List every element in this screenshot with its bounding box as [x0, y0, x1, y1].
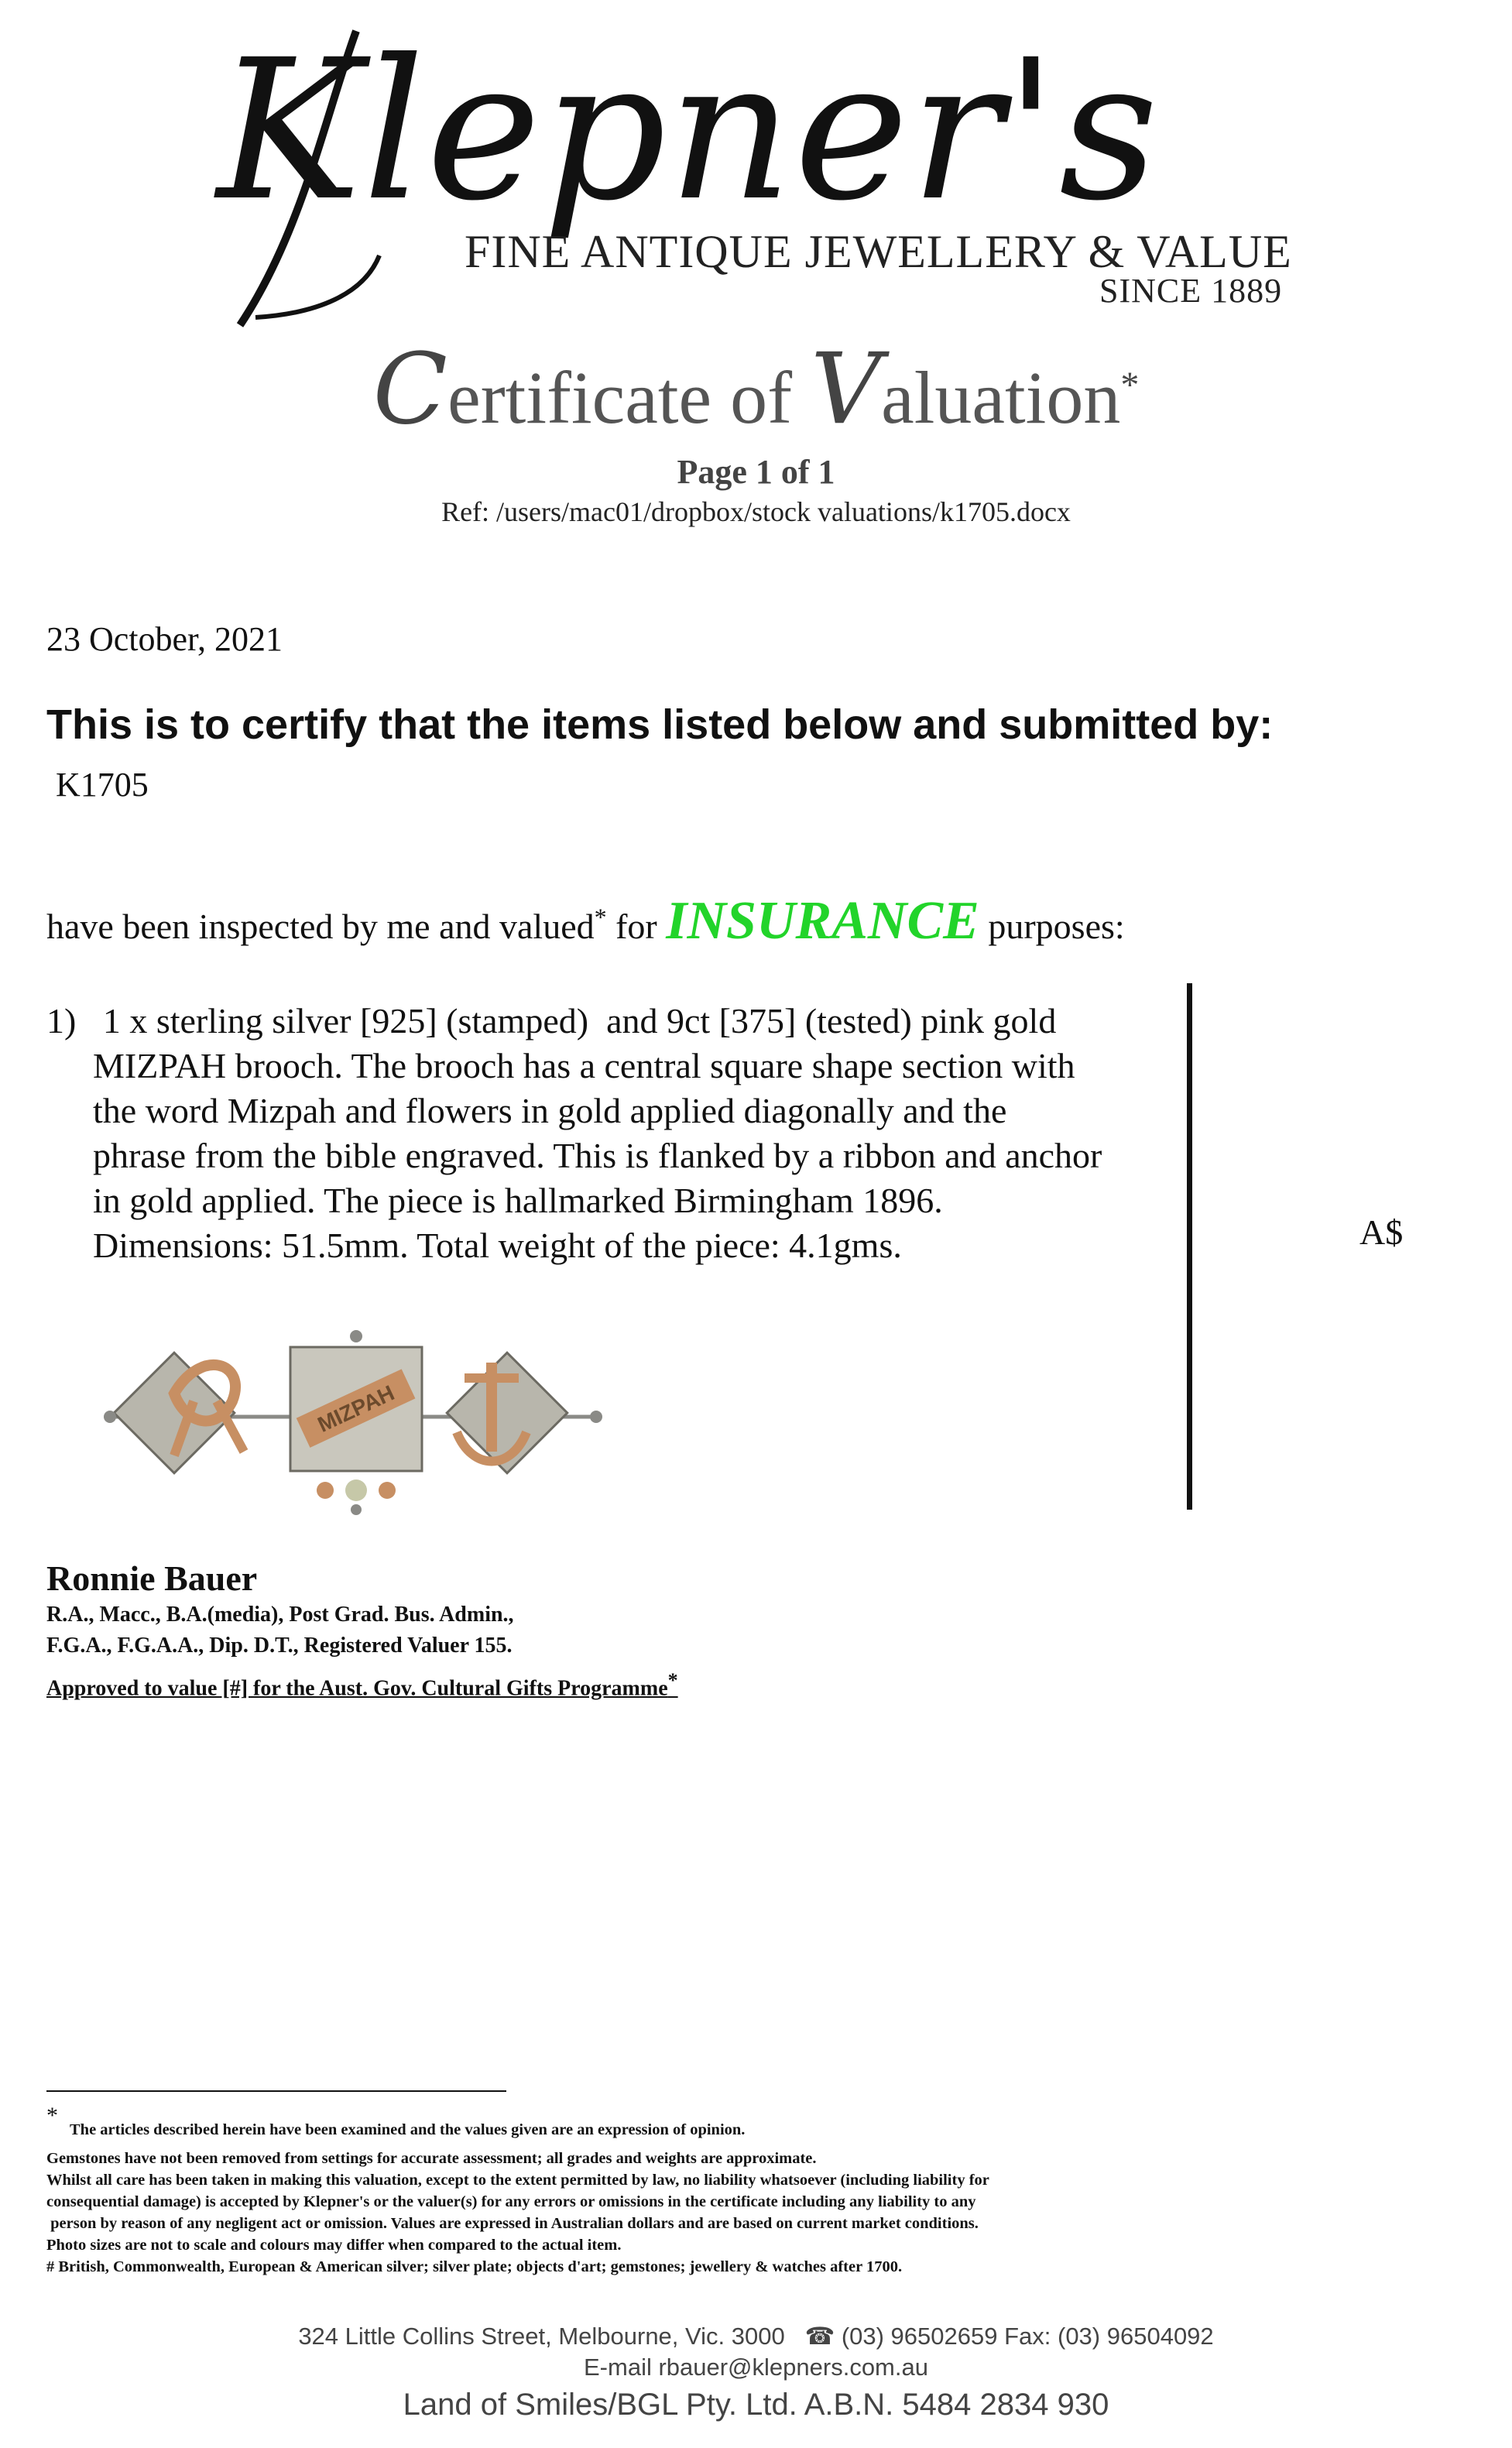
footnote-marker: *: [46, 2103, 58, 2128]
footer-company: Land of Smiles/BGL Pty. Ltd. A.B.N. 5484 2834 930: [403, 2388, 1109, 2422]
footer-phone: (03) 96502659 Fax: (03) 96504092: [841, 2323, 1214, 2350]
item-line: in gold applied. The piece is hallmarked Birmingham 1896.: [93, 1181, 943, 1220]
item-number: 1): [46, 1001, 77, 1041]
item-line: 1) 1 x sterling silver [925] (stamped) and 9ct [375] (tested) pink gold: [46, 1001, 1057, 1041]
footnote-line: Gemstones have not been removed from settings for accurate assessment; all grades and weights are approximate.: [46, 2150, 817, 2167]
footer-address: 324 Little Collins Street, Melbourne, Vic. 3000: [298, 2323, 785, 2350]
item-line: Dimensions: 51.5mm. Total weight of the piece: 4.1gms.: [93, 1226, 902, 1265]
telephone-icon: ☎: [804, 2323, 835, 2350]
certificate-date: 23 October, 2021: [46, 620, 283, 658]
logo-graphic: [209, 0, 1293, 341]
brooch-graphic: [101, 1316, 604, 1517]
value-column-divider: [1187, 983, 1192, 1510]
valuer-name: Ronnie Bauer: [46, 1558, 258, 1598]
purpose-insurance: INSURANCE: [666, 891, 979, 951]
item-line: the word Mizpah and flowers in gold applied diagonally and the: [93, 1091, 1007, 1130]
footer-email: E-mail rbauer@klepners.com.au: [584, 2354, 928, 2381]
footnote-rule: [46, 2090, 506, 2092]
valuation-purpose-line: have been inspected by me and valued* for INSURANCE purposes:: [46, 891, 1125, 951]
klepners-logo: [209, 0, 1293, 341]
footnote-line: consequential damage) is accepted by Klepner's or the valuer(s) for any errors or omissions in the certificate including any liability to any: [46, 2193, 976, 2210]
footnote-line: The articles described herein have been examined and the values given are an expression of opinion.: [70, 2121, 746, 2138]
certify-statement: This is to certify that the items listed below and submitted by:: [46, 701, 1274, 748]
logo-since: SINCE 1889: [1099, 272, 1283, 310]
certificate-title: Certificate of Valuation*: [372, 332, 1140, 446]
logo-tagline: FINE ANTIQUE JEWELLERY & VALUERS: [465, 226, 1293, 277]
value-currency: A$: [1359, 1212, 1404, 1252]
file-reference: Ref: /users/mac01/dropbox/stock valuations/k1705.docx: [441, 496, 1071, 527]
item-line: MIZPAH brooch. The brooch has a central square shape section with: [93, 1046, 1075, 1085]
logo-script-text: Klepner's: [217, 18, 1161, 243]
footnote-line: # British, Commonwealth, European & American silver; silver plate; objects d'art; gemstones; jewellery & watches after 1700.: [46, 2258, 903, 2275]
cultural-gifts-approval: Approved to value [#] for the Aust. Gov. Cultural Gifts Programme*: [46, 1669, 678, 1701]
footnote-line: Photo sizes are not to scale and colours may differ when compared to the actual item.: [46, 2237, 622, 2254]
brooch-photo: [101, 1316, 604, 1517]
page-number: Page 1 of 1: [677, 453, 835, 491]
submitter-id: K1705: [56, 766, 149, 804]
brooch-mizpah-text: MIZPAH: [314, 1380, 399, 1437]
item-description: [46, 999, 1208, 1268]
valuer-qualifications: R.A., Macc., B.A.(media), Post Grad. Bus. Admin.,: [46, 1603, 514, 1627]
valuer-qualifications: F.G.A., F.G.A.A., Dip. D.T., Registered Valuer 155.: [46, 1634, 513, 1658]
footnote-line: person by reason of any negligent act or omission. Values are expressed in Australian dollars and are based on current market conditions.: [46, 2215, 979, 2232]
footnote-line: Whilst all care has been taken in making this valuation, except to the extent permitted by law, no liability whatsoever (including liability for: [46, 2172, 989, 2189]
item-line: phrase from the bible engraved. This is flanked by a ribbon and anchor: [93, 1136, 1102, 1175]
footer-address-line: [0, 2323, 1512, 2350]
